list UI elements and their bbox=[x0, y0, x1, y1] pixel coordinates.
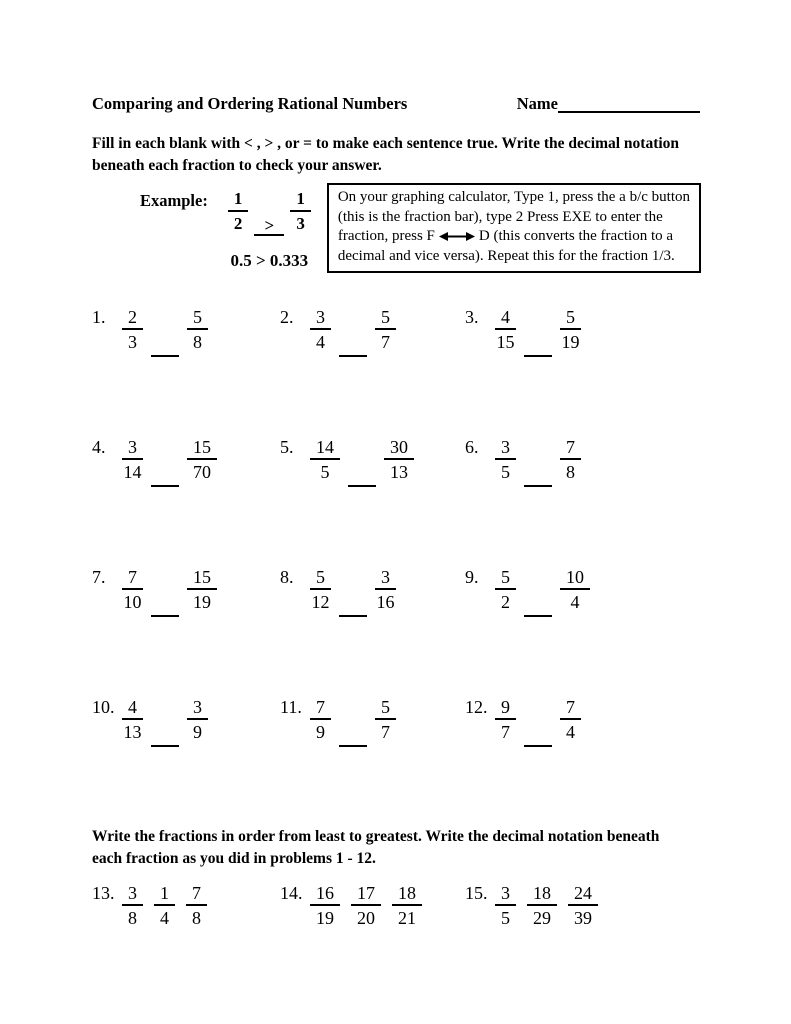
problem-number: 1. bbox=[92, 307, 106, 327]
fraction bbox=[375, 307, 396, 352]
name-label: Name bbox=[516, 94, 558, 113]
fraction-denominator: 29 bbox=[533, 908, 551, 928]
fraction-numerator: 9 bbox=[495, 697, 516, 720]
fraction-numerator: 3 bbox=[495, 883, 516, 906]
fraction-denominator: 8 bbox=[128, 908, 137, 928]
fraction bbox=[122, 697, 143, 742]
fraction-numerator: 3 bbox=[122, 437, 143, 460]
instructions-line: each fraction as you did in problems 1 - 12. bbox=[92, 850, 376, 867]
fraction-numerator: 3 bbox=[310, 307, 331, 330]
box-line: On your graphing calculator, Type 1, press the a b/c button bbox=[337, 189, 690, 205]
fraction-numerator: 3 bbox=[375, 567, 396, 590]
fraction bbox=[375, 567, 396, 612]
example-section bbox=[92, 183, 700, 273]
fraction-numerator: 15 bbox=[187, 437, 217, 460]
fraction bbox=[384, 437, 414, 482]
fraction-numerator: 5 bbox=[495, 567, 516, 590]
fraction bbox=[310, 567, 331, 612]
fraction-numerator: 1 bbox=[290, 189, 311, 212]
fraction-numerator: 15 bbox=[187, 567, 217, 590]
problem-number: 10. bbox=[92, 697, 115, 717]
fraction bbox=[560, 307, 581, 352]
problem-number: 11. bbox=[280, 697, 302, 717]
fraction bbox=[392, 883, 422, 928]
fraction bbox=[310, 697, 331, 742]
example-comparison bbox=[228, 183, 311, 271]
fraction bbox=[495, 697, 516, 742]
fraction-denominator: 19 bbox=[561, 332, 580, 352]
problem-10 bbox=[92, 697, 280, 747]
fraction bbox=[154, 883, 175, 928]
fraction bbox=[310, 437, 340, 482]
fraction-denominator: 12 bbox=[311, 592, 330, 612]
problem-number: 9. bbox=[465, 567, 479, 587]
fraction-numerator: 7 bbox=[560, 697, 581, 720]
name-field-group bbox=[517, 95, 700, 113]
fraction bbox=[495, 883, 516, 928]
problem-number: 12. bbox=[465, 697, 488, 717]
answer-blank bbox=[151, 697, 179, 747]
answer-blank bbox=[524, 567, 552, 617]
fraction bbox=[187, 567, 217, 612]
fraction-denominator: 3 bbox=[128, 332, 137, 352]
fraction-denominator: 5 bbox=[320, 462, 330, 482]
problems-row-4 bbox=[92, 697, 700, 747]
calculator-instruction-box bbox=[327, 183, 701, 273]
page-title: Comparing and Ordering Rational Numbers bbox=[92, 94, 408, 113]
fraction-denominator: 7 bbox=[381, 722, 390, 742]
problem-number: 8. bbox=[280, 567, 294, 587]
problem-number: 2. bbox=[280, 307, 294, 327]
fraction-numerator: 24 bbox=[568, 883, 598, 906]
fraction-numerator: 4 bbox=[495, 307, 516, 330]
fraction-numerator: 16 bbox=[310, 883, 340, 906]
fraction-denominator: 4 bbox=[316, 332, 325, 352]
problem-number: 6. bbox=[465, 437, 479, 457]
fraction-denominator: 20 bbox=[357, 908, 375, 928]
fraction-denominator: 13 bbox=[390, 462, 408, 482]
fraction-numerator: 4 bbox=[122, 697, 143, 720]
fraction-numerator: 3 bbox=[495, 437, 516, 460]
problem-number: 3. bbox=[465, 307, 479, 327]
instructions-line: Write the fractions in order from least to greatest. Write the decimal notation beneath bbox=[92, 828, 660, 845]
fraction bbox=[187, 437, 217, 482]
fraction bbox=[310, 307, 331, 352]
fraction bbox=[122, 307, 143, 352]
fraction-denominator: 14 bbox=[123, 462, 142, 482]
fraction bbox=[560, 437, 581, 482]
instructions-ordering bbox=[92, 826, 700, 870]
problem-1 bbox=[92, 307, 280, 357]
fraction-denominator: 7 bbox=[501, 722, 510, 742]
fraction-numerator: 17 bbox=[351, 883, 381, 906]
instructions-line: Fill in each blank with < , > , or = to make each sentence true. Write the decimal notation bbox=[92, 135, 680, 152]
fraction-denominator: 13 bbox=[123, 722, 142, 742]
fraction-denominator: 4 bbox=[160, 908, 169, 928]
problem-number: 5. bbox=[280, 437, 294, 457]
problem-9 bbox=[465, 567, 700, 617]
problem-12 bbox=[465, 697, 700, 747]
example-comparator: > bbox=[264, 216, 275, 235]
fraction-numerator: 18 bbox=[392, 883, 422, 906]
fraction-numerator: 5 bbox=[187, 307, 208, 330]
fraction-denominator: 8 bbox=[566, 462, 575, 482]
decimal-check: 0.5 > 0.333 bbox=[230, 251, 309, 270]
fraction bbox=[310, 883, 340, 928]
problems-row-2 bbox=[92, 437, 700, 487]
fraction-numerator: 7 bbox=[122, 567, 143, 590]
fraction-denominator: 4 bbox=[566, 722, 575, 742]
fraction bbox=[560, 567, 590, 612]
problem-13 bbox=[92, 883, 280, 928]
fraction bbox=[527, 883, 557, 928]
fraction bbox=[568, 883, 598, 928]
fraction-denominator: 16 bbox=[376, 592, 395, 612]
fraction-numerator: 1 bbox=[154, 883, 175, 906]
problem-8 bbox=[280, 567, 465, 617]
problem-5 bbox=[280, 437, 465, 487]
fraction-denominator: 9 bbox=[316, 722, 325, 742]
fraction-numerator: 5 bbox=[310, 567, 331, 590]
fraction bbox=[187, 697, 208, 742]
answer-blank bbox=[151, 307, 179, 357]
box-line: (this is the fraction bar), type 2 Press EXE to enter the bbox=[337, 208, 663, 225]
double-arrow-icon bbox=[439, 231, 475, 242]
example-label: Example: bbox=[140, 191, 208, 210]
problem-number: 13. bbox=[92, 883, 115, 903]
fraction-numerator: 14 bbox=[310, 437, 340, 460]
fraction-numerator: 10 bbox=[560, 567, 590, 590]
problem-7 bbox=[92, 567, 280, 617]
answer-blank bbox=[151, 567, 179, 617]
fraction bbox=[187, 307, 208, 352]
problem-11 bbox=[280, 697, 465, 747]
problems-row-5 bbox=[92, 883, 700, 928]
example-answer-blank bbox=[254, 189, 284, 236]
problems-row-1 bbox=[92, 307, 700, 357]
problems-row-3 bbox=[92, 567, 700, 617]
fraction bbox=[186, 883, 207, 928]
fraction-denominator: 5 bbox=[501, 908, 510, 928]
fraction-denominator: 19 bbox=[316, 908, 334, 928]
fraction bbox=[122, 883, 143, 928]
fraction bbox=[290, 189, 311, 234]
instructions-line: beneath each fraction to check your answer. bbox=[92, 157, 382, 174]
fraction-numerator: 3 bbox=[122, 883, 143, 906]
fraction-numerator: 7 bbox=[560, 437, 581, 460]
fraction-numerator: 5 bbox=[375, 307, 396, 330]
answer-blank bbox=[524, 697, 552, 747]
problem-6 bbox=[465, 437, 700, 487]
problem-2 bbox=[280, 307, 465, 357]
box-line: decimal and vice versa). Repeat this for the fraction 1/3. bbox=[337, 247, 675, 264]
header bbox=[92, 95, 700, 113]
fraction bbox=[495, 567, 516, 612]
fraction-denominator: 2 bbox=[233, 214, 243, 233]
problem-number: 15. bbox=[465, 883, 488, 903]
box-line: fraction, press F D (this converts the fraction to a bbox=[337, 228, 674, 244]
fraction-denominator: 7 bbox=[381, 332, 390, 352]
fraction-denominator: 10 bbox=[123, 592, 142, 612]
answer-blank bbox=[524, 437, 552, 487]
problem-14 bbox=[280, 883, 465, 928]
fraction-numerator: 5 bbox=[560, 307, 581, 330]
problem-4 bbox=[92, 437, 280, 487]
fraction-denominator: 39 bbox=[574, 908, 592, 928]
fraction-numerator: 7 bbox=[186, 883, 207, 906]
problem-number: 14. bbox=[280, 883, 303, 903]
answer-blank bbox=[339, 697, 367, 747]
fraction-numerator: 3 bbox=[187, 697, 208, 720]
problem-15 bbox=[465, 883, 700, 928]
answer-blank bbox=[339, 307, 367, 357]
fraction-denominator: 3 bbox=[296, 214, 305, 233]
instructions-top bbox=[92, 133, 700, 177]
fraction bbox=[375, 697, 396, 742]
fraction bbox=[228, 189, 249, 234]
fraction-denominator: 8 bbox=[192, 908, 201, 928]
fraction bbox=[560, 697, 581, 742]
name-blank-line bbox=[558, 95, 700, 113]
fraction-numerator: 30 bbox=[384, 437, 414, 460]
fraction-denominator: 2 bbox=[501, 592, 510, 612]
fraction bbox=[495, 307, 516, 352]
problem-3 bbox=[465, 307, 700, 357]
fraction-denominator: 21 bbox=[398, 908, 416, 928]
fraction-denominator: 8 bbox=[193, 332, 202, 352]
answer-blank bbox=[339, 567, 367, 617]
fraction-denominator: 15 bbox=[496, 332, 515, 352]
answer-blank bbox=[151, 437, 179, 487]
fraction-numerator: 18 bbox=[527, 883, 557, 906]
problem-number: 4. bbox=[92, 437, 106, 457]
fraction bbox=[495, 437, 516, 482]
fraction-denominator: 9 bbox=[193, 722, 202, 742]
fraction-denominator: 4 bbox=[570, 592, 580, 612]
fraction-denominator: 70 bbox=[193, 462, 211, 482]
fraction-numerator: 5 bbox=[375, 697, 396, 720]
fraction-numerator: 2 bbox=[122, 307, 143, 330]
fraction bbox=[122, 567, 143, 612]
fraction-denominator: 5 bbox=[501, 462, 510, 482]
problem-number: 7. bbox=[92, 567, 106, 587]
fraction-numerator: 1 bbox=[228, 189, 249, 212]
fraction bbox=[122, 437, 143, 482]
answer-blank bbox=[524, 307, 552, 357]
fraction-denominator: 19 bbox=[193, 592, 211, 612]
fraction-numerator: 7 bbox=[310, 697, 331, 720]
fraction bbox=[351, 883, 381, 928]
answer-blank bbox=[348, 437, 376, 487]
